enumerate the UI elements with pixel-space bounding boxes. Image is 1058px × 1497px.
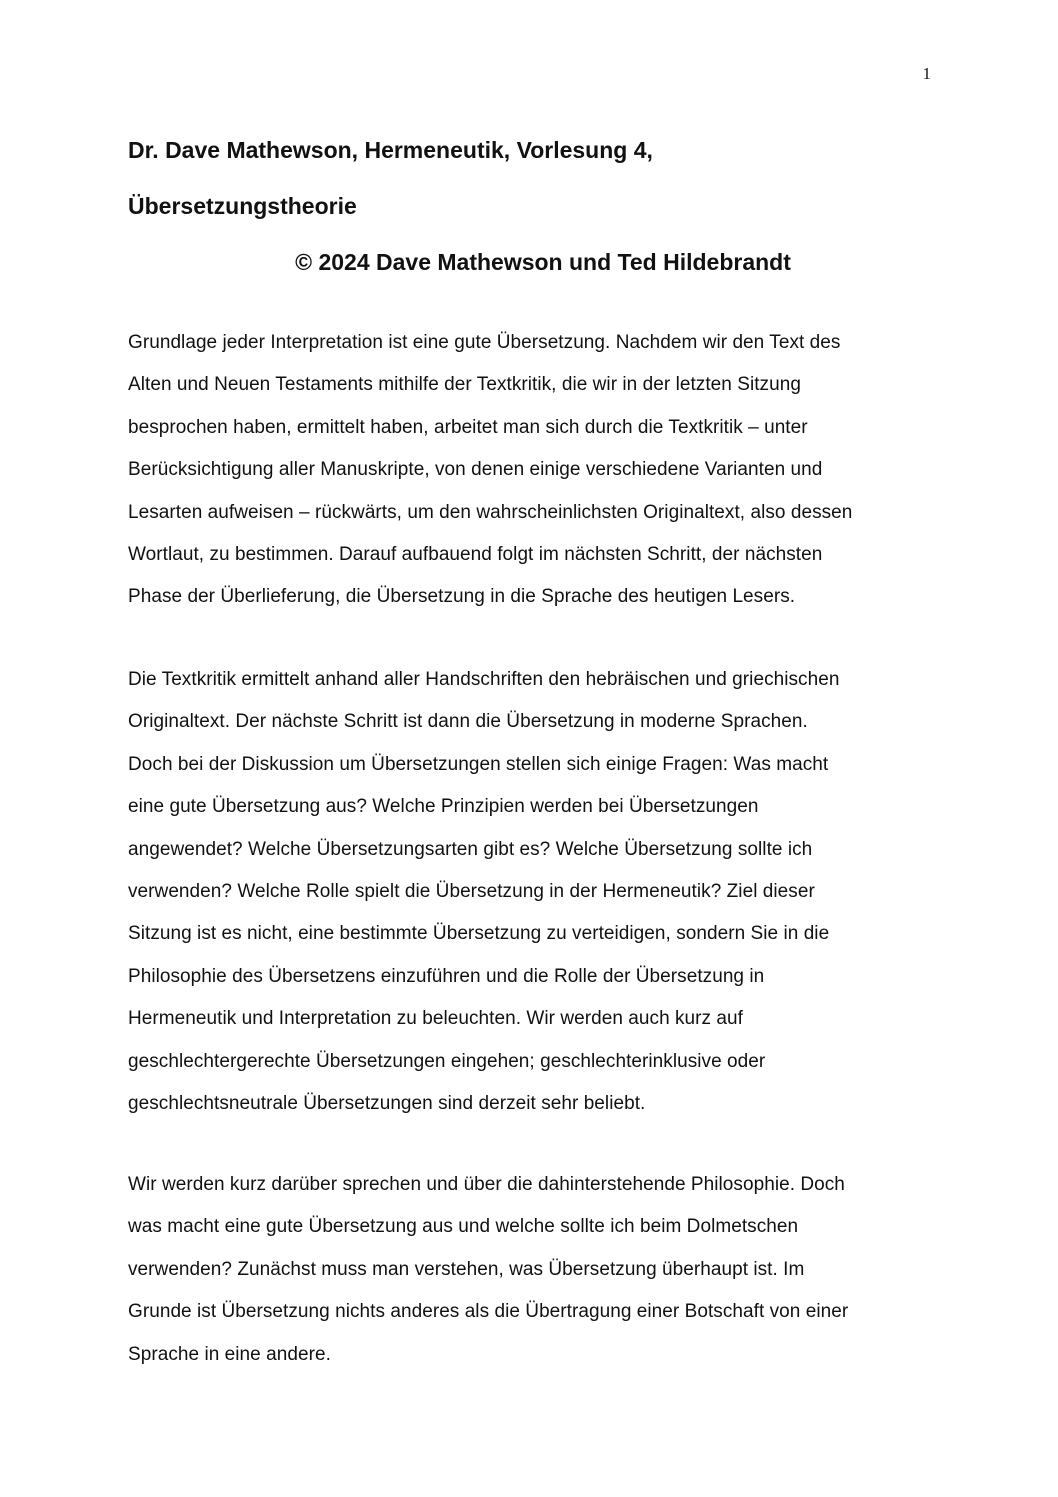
paragraph-line: Die Textkritik ermittelt anhand aller Handschriften den hebräischen und griechischen xyxy=(128,669,840,690)
paragraph-line: Originaltext. Der nächste Schritt ist dann die Übersetzung in moderne Sprachen. xyxy=(128,711,808,733)
paragraph-line: Grunde ist Übersetzung nichts anderes als die Übertragung einer Botschaft von einer xyxy=(128,1301,849,1323)
copyright-notice: © 2024 Dave Mathewson und Ted Hildebrandt xyxy=(295,249,791,275)
page-number: 1 xyxy=(922,64,931,83)
paragraph-line: verwenden? Welche Rolle spielt die Übersetzung in der Hermeneutik? Ziel dieser xyxy=(128,881,815,903)
paragraph-line: angewendet? Welche Übersetzungsarten gibt es? Welche Übersetzung sollte ich xyxy=(128,838,813,860)
paragraph-line: Philosophie des Übersetzens einzuführen und die Rolle der Übersetzung in xyxy=(128,965,765,987)
paragraph-line: Doch bei der Diskussion um Übersetzungen stellen sich einige Fragen: Was macht xyxy=(128,753,829,775)
paragraph xyxy=(128,1164,938,1376)
title-block xyxy=(128,122,938,290)
paragraph-line: geschlechtergerechte Übersetzungen eingehen; geschlechterinklusive oder xyxy=(128,1050,766,1072)
paragraph-line: Grundlage jeder Interpretation ist eine gute Übersetzung. Nachdem wir den Text des xyxy=(128,332,841,353)
document-title-line-1: Dr. Dave Mathewson, Hermeneutik, Vorlesung 4, xyxy=(128,137,653,163)
paragraph-line: Alten und Neuen Testaments mithilfe der Textkritik, die wir in der letzten Sitzung xyxy=(128,374,801,396)
paragraph-line: Phase der Überlieferung, die Übersetzung in die Sprache des heutigen Lesers. xyxy=(128,586,796,608)
paragraph xyxy=(128,322,938,619)
paragraph-line: besprochen haben, ermittelt haben, arbeitet man sich durch die Textkritik – unter xyxy=(128,416,808,438)
paragraph-line: Sprache in eine andere. xyxy=(128,1343,331,1365)
paragraph-line: verwenden? Zunächst muss man verstehen, was Übersetzung überhaupt ist. Im xyxy=(128,1258,805,1280)
paragraph-line: Sitzung ist es nicht, eine bestimmte Übersetzung zu verteidigen, sondern Sie in die xyxy=(128,923,830,945)
paragraph-line: was macht eine gute Übersetzung aus und welche sollte ich beim Dolmetschen xyxy=(128,1216,799,1238)
paragraph-line: Wir werden kurz darüber sprechen und über die dahinterstehende Philosophie. Doch xyxy=(128,1174,845,1195)
paragraph-line: Hermeneutik und Interpretation zu beleuchten. Wir werden auch kurz auf xyxy=(128,1008,743,1030)
document-title-line-2: Übersetzungstheorie xyxy=(128,193,357,219)
paragraph-line: geschlechtsneutrale Übersetzungen sind derzeit sehr beliebt. xyxy=(128,1093,646,1115)
paragraph-line: eine gute Übersetzung aus? Welche Prinzipien werden bei Übersetzungen xyxy=(128,796,759,818)
paragraph-line: Wortlaut, zu bestimmen. Darauf aufbauend folgt im nächsten Schritt, der nächsten xyxy=(128,544,823,566)
paragraph xyxy=(128,659,938,1125)
paragraph-line: Lesarten aufweisen – rückwärts, um den wahrscheinlichsten Originaltext, also dessen xyxy=(128,501,853,523)
paragraph-line: Berücksichtigung aller Manuskripte, von denen einige verschiedene Varianten und xyxy=(128,459,823,481)
